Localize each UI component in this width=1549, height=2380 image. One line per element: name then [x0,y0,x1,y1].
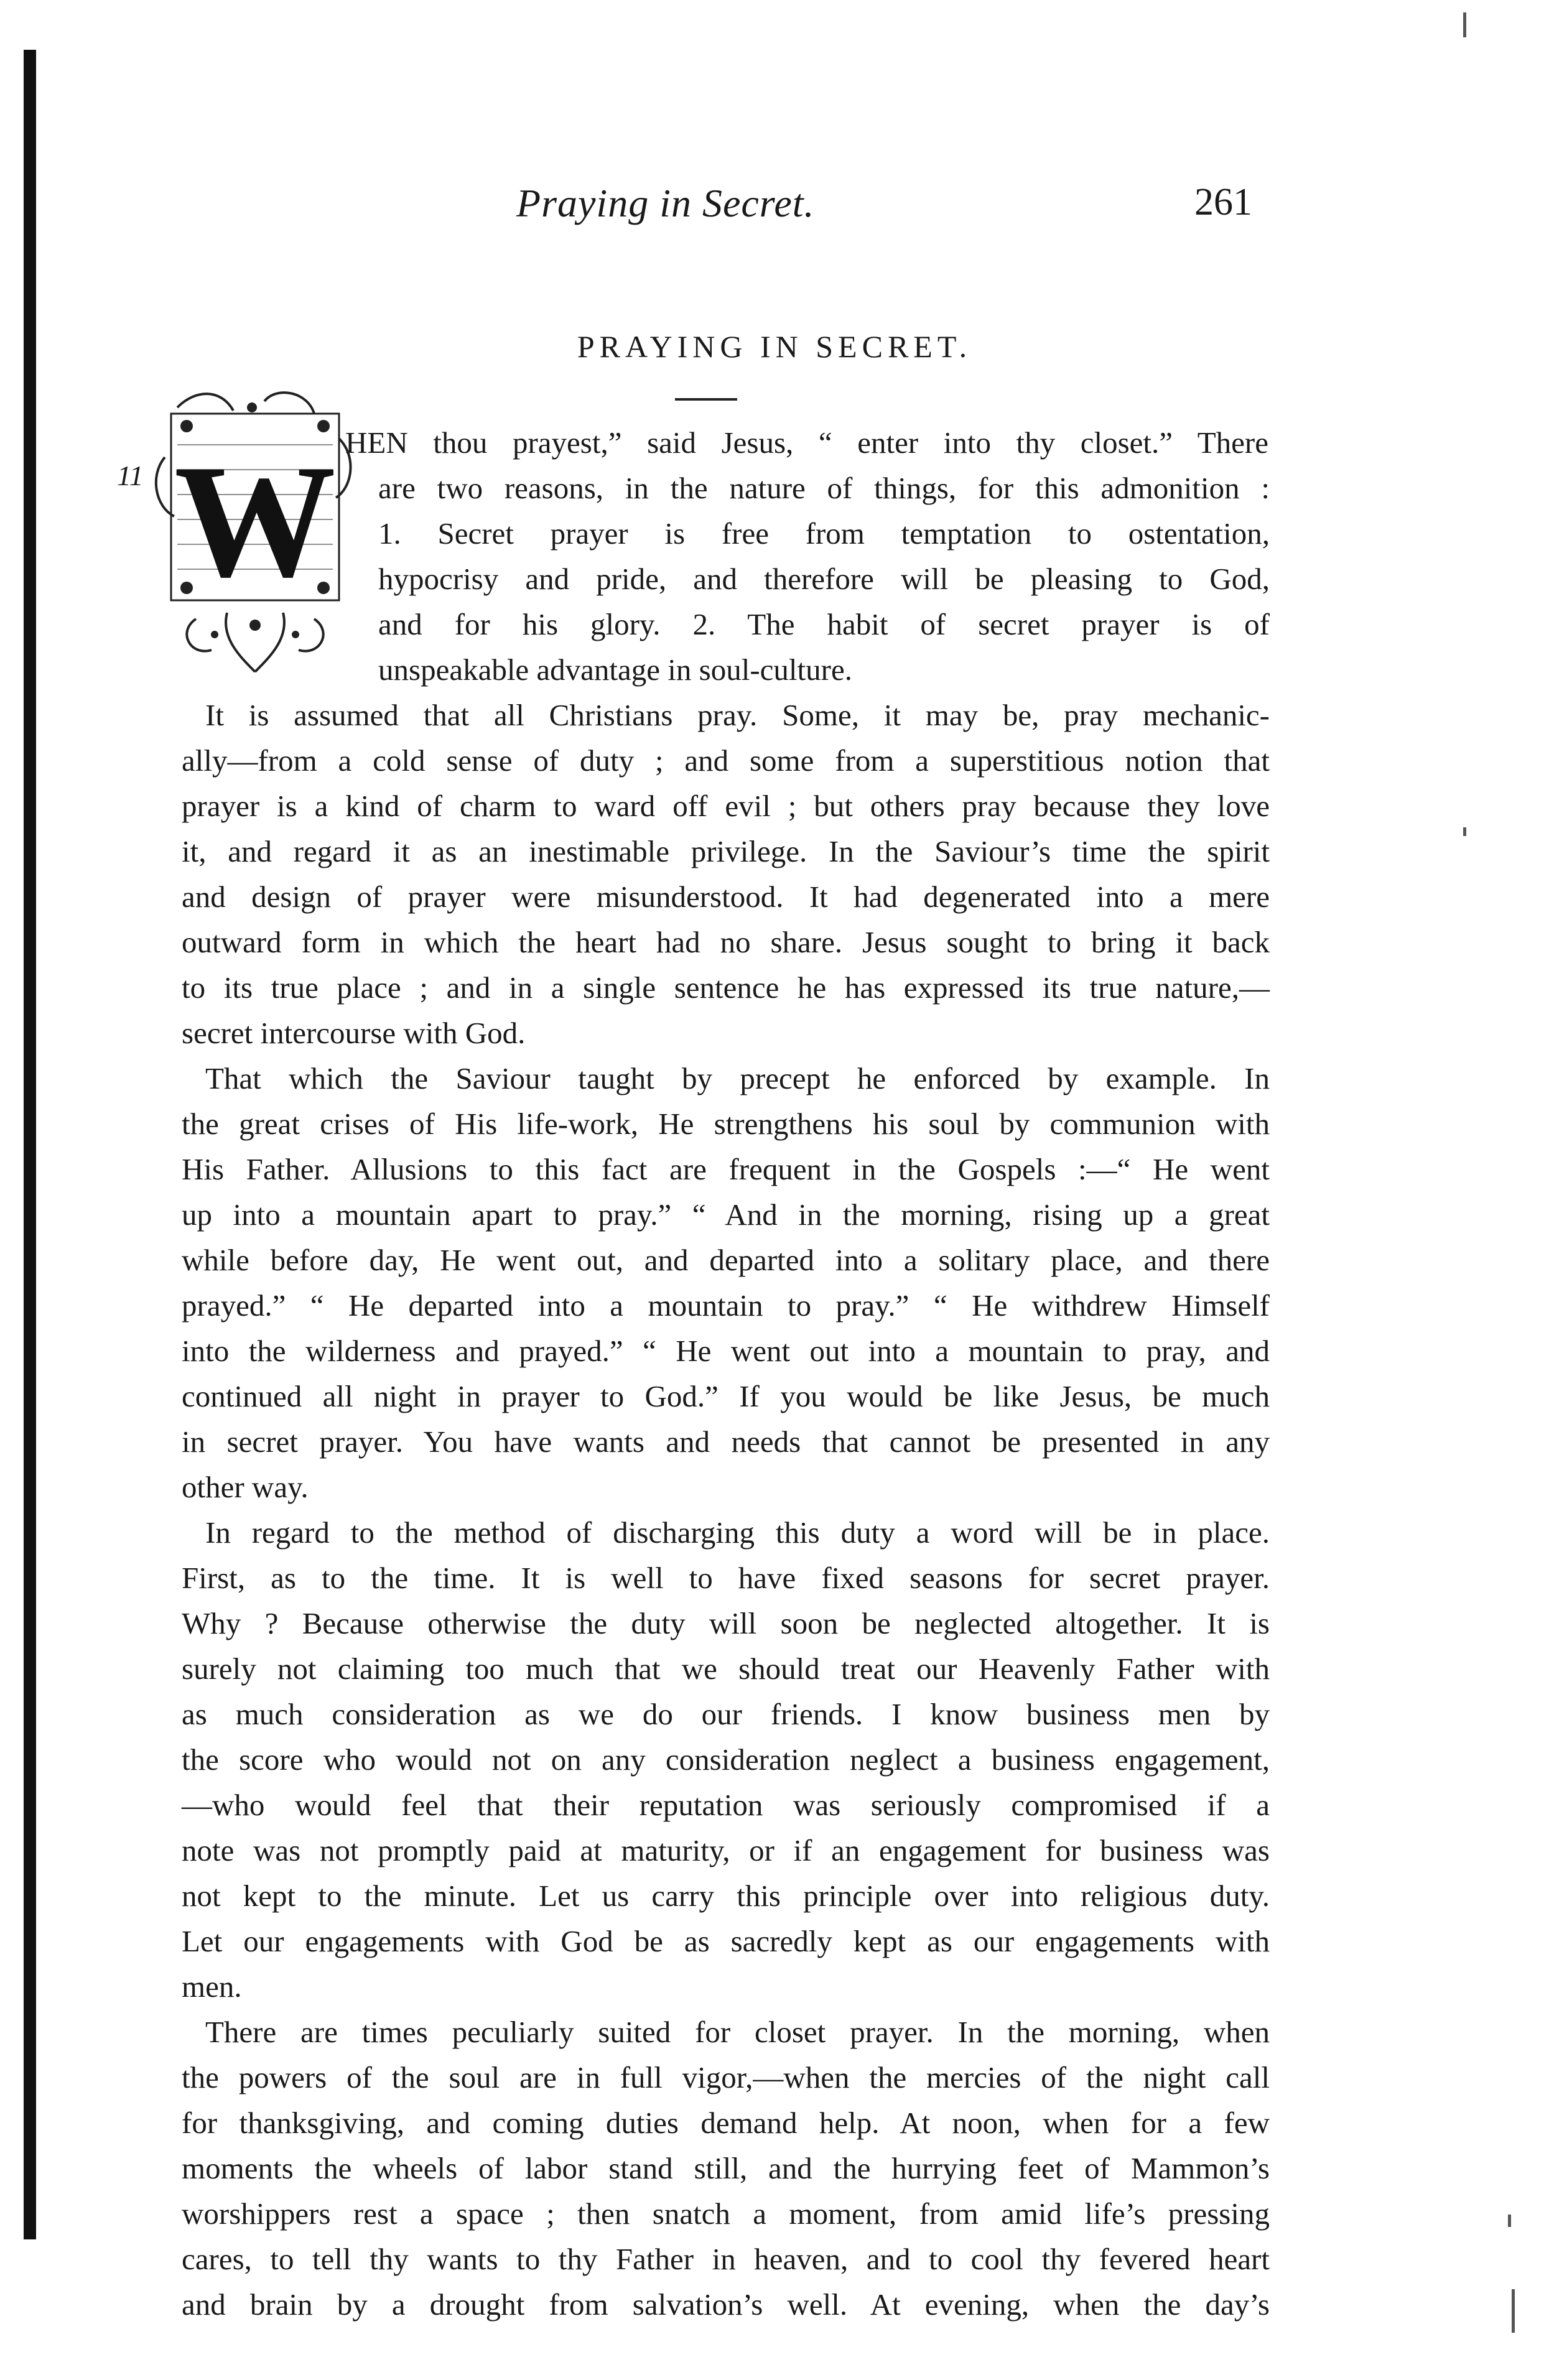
text-line: secret intercourse with God. [182,1016,526,1050]
binding-shadow [24,50,36,2239]
text-line: hypocrisy and pride, and therefore will be pleasing to God, [378,562,1270,596]
text-line: cares, to tell thy wants to thy Father in heaven, and to cool thy fevered heart [182,2242,1270,2276]
text-line: ally—from a cold sense of duty ; and some from a superstitious notion that [182,743,1270,778]
drop-cap-letter: W [174,432,336,611]
text-line: it, and regard it as an inestimable privilege. In the Saviour’s time the spirit [182,834,1270,868]
text-line: moments the wheels of labor stand still, and the hurrying feet of Mammon’s [182,2151,1270,2185]
text-line: First, as to the time. It is well to have fixed seasons for secret prayer. [182,1561,1270,1595]
text-line: There are times peculiarly suited for closet prayer. In the morning, when [205,2015,1270,2049]
text-line: prayed.” “ He departed into a mountain to pray.” “ He withdrew Himself [182,1288,1270,1322]
running-title: Praying in Secret. [516,181,815,225]
text-line: men. [182,1969,242,2004]
text-line: as much consideration as we do our friends. I know business men by [182,1697,1270,1731]
text-line: and brain by a drought from salvation’s well. At evening, when the day’s [182,2287,1270,2322]
text-line: worshippers rest a space ; then snatch a moment, from amid life’s pressing [182,2196,1270,2231]
page-number: 261 [1194,181,1252,223]
text-line: —who would feel that their reputation was seriously compromised if a [182,1788,1270,1822]
text-line: in secret prayer. You have wants and needs that cannot be presented in any [182,1425,1270,1459]
text-line: outward form in which the heart had no share. Jesus sought to bring it back [182,925,1270,959]
text-line: to its true place ; and in a single sentence he has expressed its true nature,— [182,970,1270,1005]
text-line: while before day, He went out, and departed into a solitary place, and there [182,1243,1270,1277]
text-line: for thanksgiving, and coming duties demand help. At noon, when for a few [182,2106,1270,2140]
text-line: the great crises of His life-work, He strengthens his soul by communion with [182,1107,1270,1141]
text-line: and for his glory. 2. The habit of secret prayer is of [378,607,1270,641]
text-line: In regard to the method of discharging this duty a word will be in place. [205,1515,1270,1550]
margin-annotation: 11 [117,460,144,491]
text-line: unspeakable advantage in soul-culture. [378,653,852,687]
text-line: the powers of the soul are in full vigor,—when the mercies of the night call [182,2060,1270,2094]
text-line: Let our engagements with God be as sacredly kept as our engagements with [182,1924,1270,1958]
text-line: prayer is a kind of charm to ward off evil ; but others pray because they love [182,789,1270,823]
text-line: not kept to the minute. Let us carry this principle over into religious duty. [182,1879,1270,1913]
text-line: the score who would not on any consideration neglect a business engagement, [182,1742,1270,1777]
text-line: note was not promptly paid at maturity, or if an engagement for business was [182,1833,1270,1867]
text-line: continued all night in prayer to God.” If you would be like Jesus, be much [182,1379,1270,1413]
text-line: are two reasons, in the nature of things, for this admonition : [378,471,1270,505]
edge-speck [1508,2215,1511,2227]
edge-speck [1463,12,1466,37]
text-line: Why ? Because otherwise the duty will soon be neglected altogether. It is [182,1606,1270,1640]
text-line: 1. Secret prayer is free from temptation to ostentation, [378,516,1270,551]
text-line: other way. [182,1470,309,1504]
text-line: and design of prayer were misunderstood. It had degenerated into a mere [182,880,1270,914]
title-rule [675,398,737,401]
text-line: It is assumed that all Christians pray. Some, it may be, pray mechanic- [205,698,1270,732]
edge-speck [1512,2289,1515,2333]
chapter-title: PRAYING IN SECRET. [577,329,972,364]
text-line: That which the Saviour taught by precept he enforced by example. In [205,1061,1270,1095]
text-line: up into a mountain apart to pray.” “ And in the morning, rising up a great [182,1197,1270,1232]
text-line: His Father. Allusions to this fact are frequent in the Gospels :—“ He went [182,1152,1270,1186]
text-line: surely not claiming too much that we should treat our Heavenly Father with [182,1652,1270,1686]
edge-speck [1463,827,1466,836]
text-line: HEN thou prayest,” said Jesus, “ enter into thy closet.” There [345,425,1268,460]
ornamental-drop-cap-w [152,389,358,675]
text-line: into the wilderness and prayed.” “ He went out into a mountain to pray, and [182,1334,1270,1368]
